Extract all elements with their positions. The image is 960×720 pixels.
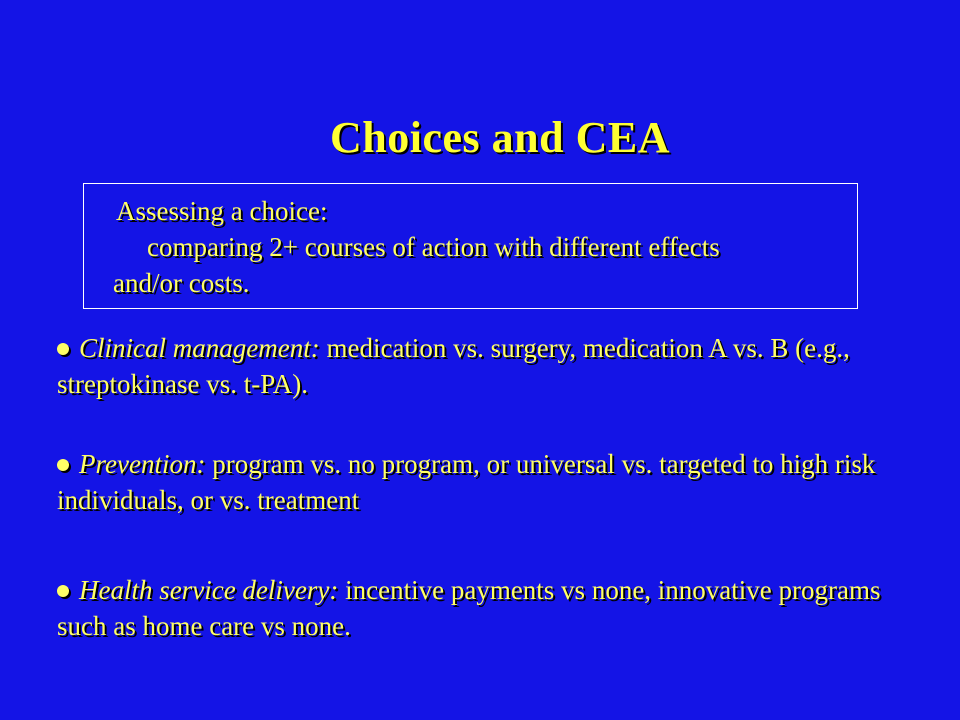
- bullet-text: incentive payments vs none, innovative programs such as home care vs none.: [57, 575, 881, 641]
- slide-title: Choices and CEA: [330, 113, 670, 162]
- bullet-label: Prevention:: [79, 449, 206, 479]
- bullet-dot-icon: [57, 459, 69, 471]
- bullet-dot-icon: [57, 343, 69, 355]
- definition-heading: Assessing a choice:: [116, 196, 328, 226]
- bullet-clinical-management: [57, 330, 917, 402]
- bullet-dot-icon: [57, 585, 69, 597]
- definition-line-1: comparing 2+ courses of action with different effects: [147, 232, 720, 262]
- bullet-label: Clinical management:: [79, 333, 320, 363]
- definition-line-2: and/or costs.: [113, 268, 250, 298]
- bullet-label: Health service delivery:: [79, 575, 339, 605]
- bullet-prevention: [57, 446, 917, 518]
- bullet-health-service-delivery: [57, 572, 917, 644]
- bullet-text: medication vs. surgery, medication A vs. B (e.g., streptokinase vs. t-PA).: [57, 333, 850, 399]
- definition-box: [83, 183, 858, 309]
- bullet-text: program vs. no program, or universal vs. targeted to high risk individuals, or vs. treatment: [57, 449, 876, 515]
